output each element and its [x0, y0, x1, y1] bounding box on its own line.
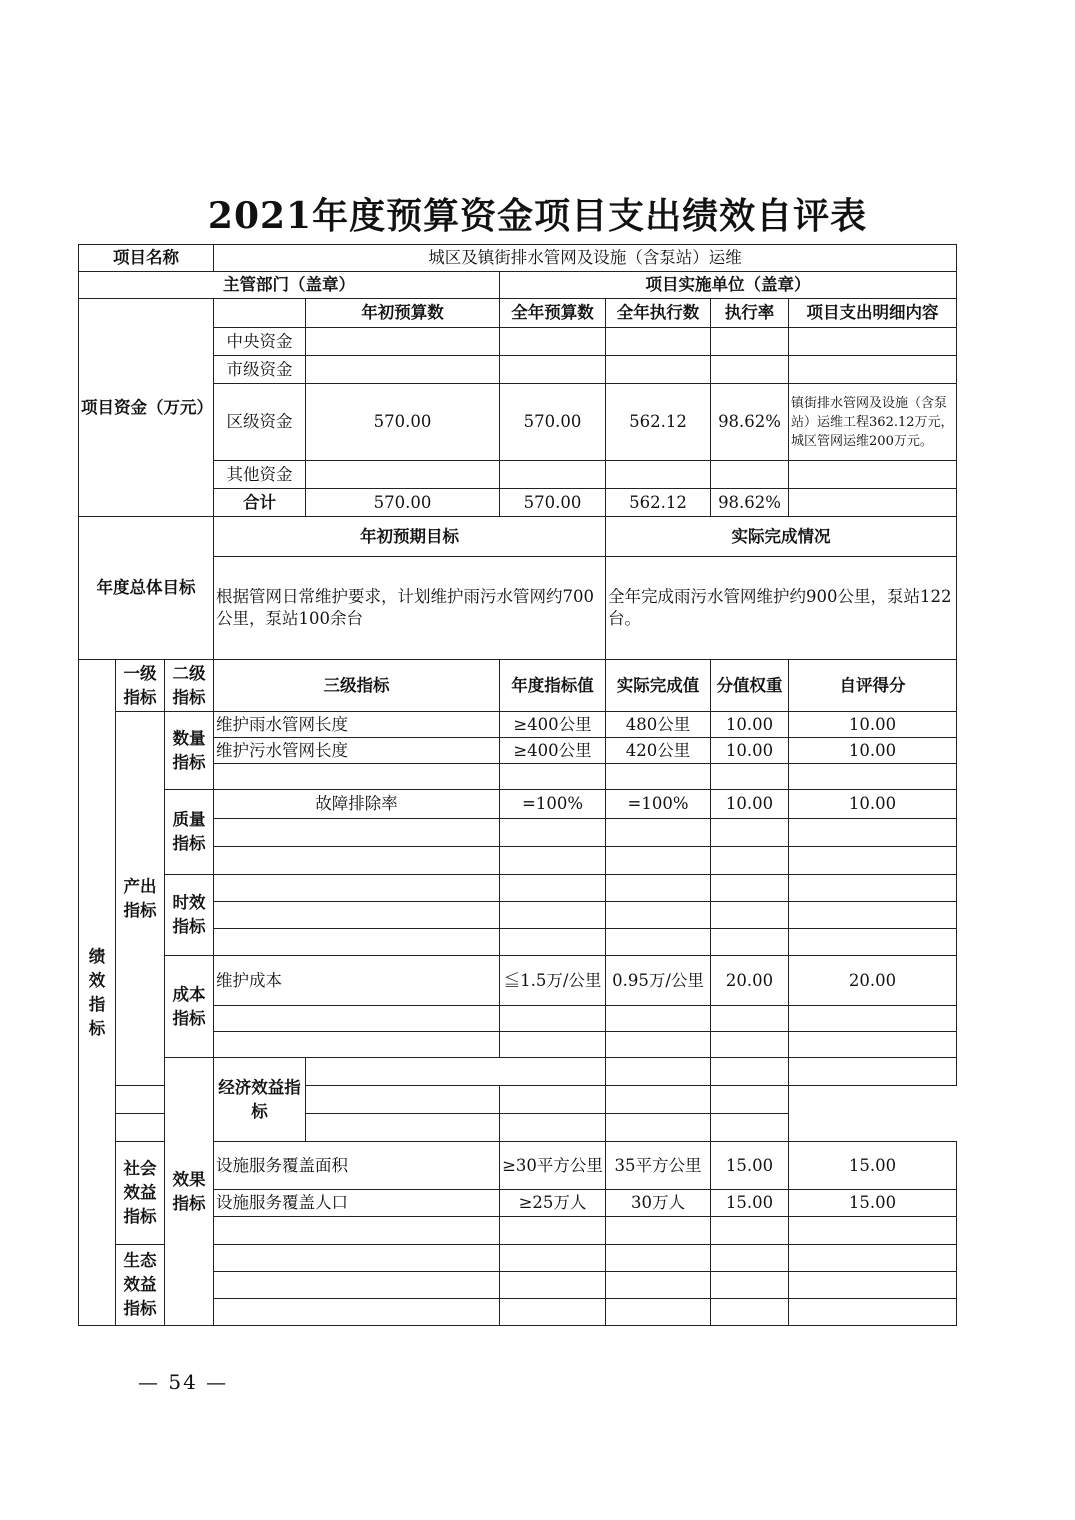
indicator-score: 20.00 — [789, 956, 957, 1006]
indicator-actual: =100% — [606, 790, 711, 819]
fund-row-name: 市级资金 — [214, 356, 306, 384]
indicator-name: 设施服务覆盖人口 — [214, 1190, 500, 1217]
indicator-weight: 10.00 — [711, 790, 789, 819]
fund-col-executed: 全年执行数 — [606, 299, 711, 328]
indicator-actual: 480公里 — [606, 712, 711, 738]
funds-label: 项目资金（万元） — [79, 299, 214, 517]
indicator-score: 10.00 — [789, 712, 957, 738]
fund-executed — [606, 328, 711, 356]
fund-col-annual: 全年预算数 — [500, 299, 606, 328]
effect-indicators-label: 效果指标 — [165, 1058, 214, 1326]
goals-actual-label: 实际完成情况 — [606, 517, 957, 557]
output-indicators-label: 产出指标 — [116, 712, 165, 1086]
indicator-weight: 10.00 — [711, 738, 789, 764]
indicator-name: 维护污水管网长度 — [214, 738, 500, 764]
indicator-target: ≦1.5万/公里 — [500, 956, 606, 1006]
project-name-label: 项目名称 — [79, 245, 214, 272]
col-level1: 一级指标 — [116, 660, 165, 712]
col-weight: 分值权重 — [711, 660, 789, 712]
indicator-name: 设施服务覆盖面积 — [214, 1142, 500, 1190]
indicator-weight: 15.00 — [711, 1190, 789, 1217]
indicator-target: =100% — [500, 790, 606, 819]
fund-rate: 98.62% — [711, 384, 789, 461]
fund-executed — [606, 461, 711, 489]
fund-col-rate: 执行率 — [711, 299, 789, 328]
col-actual: 实际完成值 — [606, 660, 711, 712]
indicator-actual: 30万人 — [606, 1190, 711, 1217]
indicator-row-empty — [79, 875, 957, 902]
col-score: 自评得分 — [789, 660, 957, 712]
indicator-row-empty — [79, 1114, 957, 1142]
indicator-actual: 35平方公里 — [606, 1142, 711, 1190]
fund-col-blank — [214, 299, 306, 328]
fund-initial — [306, 356, 500, 384]
page-title: 2021年度预算资金项目支出绩效自评表 — [207, 195, 868, 237]
fund-executed: 562.12 — [606, 489, 711, 517]
indicator-name: 维护成本 — [214, 956, 500, 1006]
performance-table — [78, 244, 957, 1326]
fund-executed — [606, 356, 711, 384]
project-name-value: 城区及镇街排水管网及设施（含泵站）运维 — [214, 245, 957, 272]
cost-indicators-label: 成本指标 — [165, 956, 214, 1058]
fund-initial: 570.00 — [306, 384, 500, 461]
indicator-weight: 20.00 — [711, 956, 789, 1006]
fund-annual — [500, 461, 606, 489]
fund-initial — [306, 461, 500, 489]
indicator-score: 10.00 — [789, 790, 957, 819]
fund-rate — [711, 461, 789, 489]
economic-indicators-label: 经济效益指标 — [214, 1058, 306, 1142]
indicator-row — [79, 712, 957, 738]
fund-detail — [789, 461, 957, 489]
indicator-name: 维护雨水管网长度 — [214, 712, 500, 738]
col-target: 年度指标值 — [500, 660, 606, 712]
indicator-score: 15.00 — [789, 1190, 957, 1217]
indicator-weight: 10.00 — [711, 712, 789, 738]
indicator-actual: 0.95万/公里 — [606, 956, 711, 1006]
indicator-row-empty — [79, 1058, 957, 1086]
goals-actual-text: 全年完成雨污水管网维护约900公里，泵站122台。 — [606, 557, 957, 660]
fund-row-name: 其他资金 — [214, 461, 306, 489]
indicator-name: 故障排除率 — [214, 790, 500, 819]
fund-row-name: 中央资金 — [214, 328, 306, 356]
indicator-row — [79, 956, 957, 1006]
fund-initial — [306, 328, 500, 356]
fund-row-name: 区级资金 — [214, 384, 306, 461]
fund-initial: 570.00 — [306, 489, 500, 517]
quantity-indicators-label: 数量指标 — [165, 712, 214, 790]
dept-label: 主管部门（盖章） — [79, 272, 500, 299]
indicator-target: ≥25万人 — [500, 1190, 606, 1217]
fund-rate — [711, 328, 789, 356]
goals-expected-label: 年初预期目标 — [214, 517, 606, 557]
indicator-target: ≥400公里 — [500, 738, 606, 764]
timeliness-indicators-label: 时效指标 — [165, 875, 214, 956]
fund-detail — [789, 356, 957, 384]
fund-col-initial: 年初预算数 — [306, 299, 500, 328]
indicator-score: 15.00 — [789, 1142, 957, 1190]
indicator-score: 10.00 — [789, 738, 957, 764]
col-level2: 二级指标 — [165, 660, 214, 712]
fund-annual — [500, 328, 606, 356]
col-level3: 三级指标 — [214, 660, 500, 712]
fund-rate: 98.62% — [711, 489, 789, 517]
fund-rate — [711, 356, 789, 384]
fund-detail — [789, 328, 957, 356]
goals-expected-text: 根据管网日常维护要求，计划维护雨污水管网约700公里，泵站100余台 — [214, 557, 606, 660]
impl-label: 项目实施单位（盖章） — [500, 272, 957, 299]
indicator-target: ≥30平方公里 — [500, 1142, 606, 1190]
goals-label: 年度总体目标 — [79, 517, 214, 660]
fund-row-name: 合计 — [214, 489, 306, 517]
fund-executed: 562.12 — [606, 384, 711, 461]
fund-detail — [789, 489, 957, 517]
indicator-row — [79, 790, 957, 819]
quality-indicators-label: 质量指标 — [165, 790, 214, 875]
fund-detail: 镇街排水管网及设施（含泵站）运维工程362.12万元，城区管网运维200万元。 — [789, 384, 957, 461]
indicator-weight: 15.00 — [711, 1142, 789, 1190]
fund-annual: 570.00 — [500, 384, 606, 461]
fund-col-detail: 项目支出明细内容 — [789, 299, 957, 328]
indicator-target: ≥400公里 — [500, 712, 606, 738]
indicator-actual: 420公里 — [606, 738, 711, 764]
ecological-indicators-label: 生态效益指标 — [116, 1245, 165, 1326]
social-indicators-label: 社会效益指标 — [116, 1142, 165, 1245]
fund-annual — [500, 356, 606, 384]
fund-annual: 570.00 — [500, 489, 606, 517]
indicator-row-empty — [79, 1086, 957, 1114]
page-number: — 54 — — [138, 1370, 229, 1394]
perf-indicators-label: 绩效指标 — [79, 660, 116, 1326]
